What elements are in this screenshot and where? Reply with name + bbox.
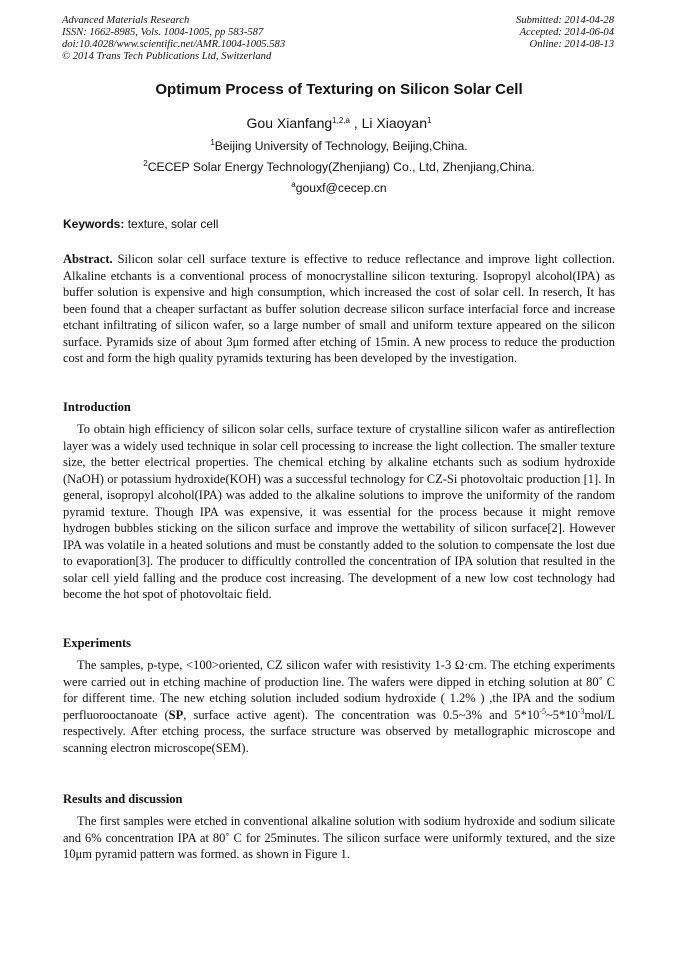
author-line [0, 114, 678, 132]
author-2-affil: 1 [427, 116, 432, 125]
affiliation-2-mark: 2 [143, 159, 148, 168]
experiments-part-2: , surface active agent). The concentration was 0.5~3% and 5*10 [183, 707, 540, 722]
author-1: Gou Xianfang [246, 115, 333, 131]
introduction-text: To obtain high efficiency of silicon solar cells, surface texture of crystalline silicon wafer as antireflection layer was a widely used technique in solar cell processing to increase the light collection. The smaller texture size, the better electrical properties. The chemical etching by alkaline etchants such as sodium hydroxide (NaOH) or potassium hydroxide(KOH) was a successful technology for CZ-Si photovoltaic production [1]. In general, isopropyl alcohol(IPA) was added to the alkaline solutions to improve the uniformity of the random pyramid texture. Though IPA was expensive, it was essential for the process because it might remove hydrogen bubbles sticking on the silicon surface and improve the wettability of silicon surface[2]. However IPA was volatile in a heated solutions and must be constantly added to the solution to compensate the lost due to evaporation[3]. The producer to difficultly controlled the concentration of IPA solution that resulted in the solar cell yield falling and the produce cost increasing. The development of a new low cost technology had become the hot spot of photovoltaic field. [63, 422, 615, 601]
exponent-1: -5 [539, 706, 546, 716]
abstract [63, 251, 615, 367]
experiments-text [63, 657, 615, 756]
results-heading: Results and discussion [63, 792, 183, 806]
experiments-part-1: The samples, p-type, <100>oriented, CZ silicon wafer with resistivity 1-3 Ω·cm. The etching experiments were carried out in etching machine of production line. The wafers were dipped in etching solution at 80˚ C for different time. The new etching solution included sodium hydroxide ( 1.2% ) ,the IPA and the sodium perfluorooctanoate ( [63, 658, 615, 722]
sp-abbrev: SP [168, 707, 184, 722]
abstract-label: Abstract. [63, 252, 113, 266]
doi-link[interactable]: doi:10.4028/www.scientific.net/AMR.1004-1005.583 [62, 39, 286, 50]
exponent-2: -3 [577, 706, 585, 716]
experiments-heading: Experiments [63, 636, 132, 650]
affiliation-1-mark: 1 [210, 138, 215, 147]
introduction-heading: Introduction [63, 400, 131, 414]
affiliation-2 [0, 160, 678, 175]
affiliation-1 [0, 139, 678, 154]
accepted-date: Accepted: 2014-06-04 [519, 27, 614, 38]
affiliation-2-text: CECEP Solar Energy Technology(Zhenjiang) Co., Ltd, Zhenjiang,China. [147, 160, 535, 174]
affiliation-1-text: Beijing University of Technology, Beijing,China. [214, 139, 468, 153]
email-link[interactable]: gouxf@cecep.cn [295, 181, 387, 195]
submitted-date: Submitted: 2014-04-28 [516, 15, 614, 26]
online-date: Online: 2014-08-13 [529, 39, 614, 50]
dates-info [516, 15, 614, 51]
email-mark: a [291, 180, 296, 189]
results-text: The first samples were etched in conventional alkaline solution with sodium hydroxide and sodium silicate and 6% concentration IPA at 80˚ C for 25minutes. The silicon surface were uniformly textured, and the size 10μm pyramid pattern was formed. as shown in Figure 1. [63, 814, 615, 861]
journal-name: Advanced Materials Research [62, 15, 190, 26]
keywords-label: Keywords: [63, 217, 125, 231]
experiments-part-4: mol/L respectively. After etching process, the surface structure was observed by metallographic microscope and scanning electron microscope(SEM). [63, 707, 615, 755]
author-separator: , [349, 115, 362, 131]
journal-info [62, 15, 285, 63]
author-1-affil: 1,2,a [332, 116, 350, 125]
author-2: Li Xiaoyan [361, 115, 428, 131]
experiments-part-3: ~5*10 [546, 707, 578, 722]
keywords [63, 217, 615, 232]
keywords-text: texture, solar cell [124, 217, 219, 231]
copyright-line: © 2014 Trans Tech Publications Ltd, Switzerland [62, 51, 272, 62]
paper-title: Optimum Process of Texturing on Silicon Solar Cell [155, 81, 523, 98]
email-line [0, 181, 678, 196]
abstract-text: Silicon solar cell surface texture is effective to reduce reflectance and improve light collection. Alkaline etchants is a conventional process of monocrystalline silicon texturing. Isopropyl alcohol(IPA) as buffer solution is expensive and high consumption, which increased the cost of solar cell. In reserch, It has been found that a cheaper surfactant as buffer solution decrease silicon surface interfacial force and increase etchant infiltrating of silicon wafer, so a large number of small and uniform texture appeared on the silicon surface. Pyramids size of about 3μm formed after etching of 15min. A new process to reduce the production cost and form the high quality pyramids texturing has been developed by the investigation. [63, 252, 615, 365]
title-block [0, 81, 678, 196]
issn-line: ISSN: 1662-8985, Vols. 1004-1005, pp 583-587 [62, 27, 264, 38]
